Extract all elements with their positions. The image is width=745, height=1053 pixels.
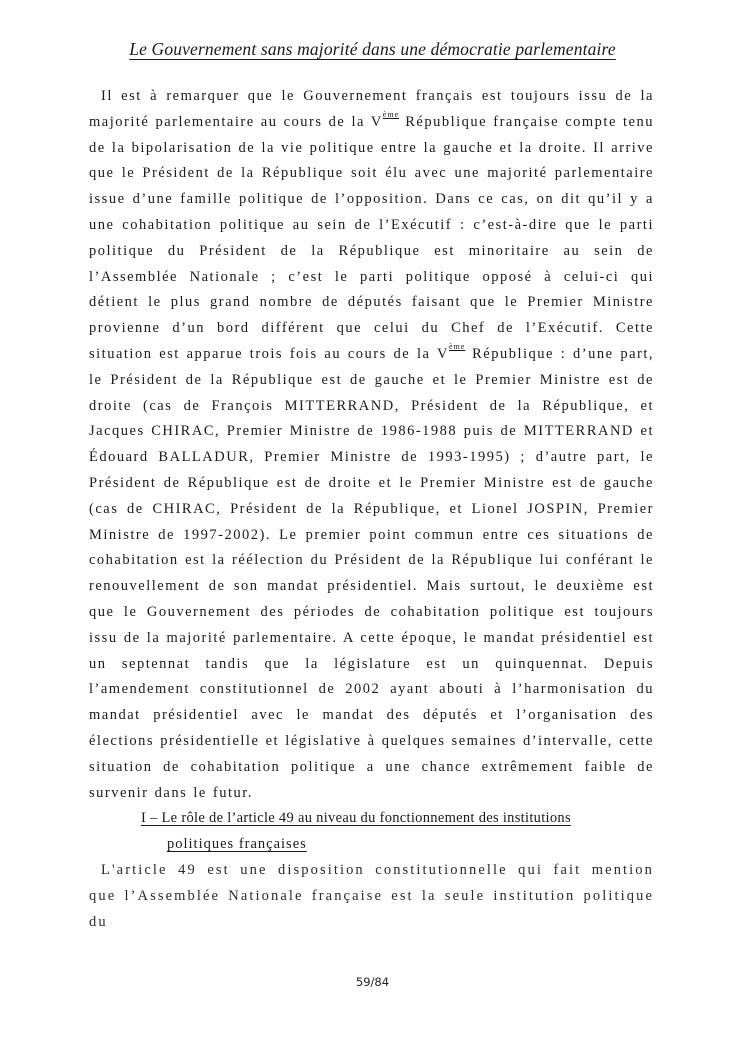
page-number: 59/84 — [355, 975, 390, 989]
section-heading-line-2: politiques françaises — [167, 836, 307, 853]
running-header-title: Le Gouvernement sans majorité dans une démocratie parlementaire — [129, 39, 616, 59]
body-paragraph-article-49: L'article 49 est une disposition constitutionnelle qui fait mention que l’Assemblée Nationale française est la seule institution politique du — [89, 861, 654, 930]
paragraph-text-part-3: République : d’une part, le Président de la République est de gauche et le Premier Ministre est de droite (cas de François MITTERRAND, Président de la République, et Jacques CHIRAC, Premier Ministre de 1986-1988 puis de MITTERRAND et Édouard BALLADUR, Premier Ministre de 1993-1995) ; d’autre part, le Président de République est de droite et le Premier Ministre est de gauche (cas de CHIRAC, Président de la République, et Lionel JOSPIN, Premier Ministre de 1997-2002). Le premier point commun entre ces situations de cohabitation est la réélection du Président de la République lui conférant le renouvellement de son mandat présidentiel. Mais surtout, le deuxième est que le Gouvernement des périodes de cohabitation politique est toujours issu de la majorité parlementaire. A cette époque, le mandat présidentiel est un septennat tandis que la législature est un quinquennat. Depuis l’amendement constitutionnel de 2002 ayant abouti à l’harmonisation du mandat présidentiel avec le mandat des députés et l’organisation des élections présidentielle et législative à quelques semaines d’intervalle, cette situation de cohabitation politique a une chance extrêmement faible de survenir dans le futur. — [89, 345, 655, 801]
section-heading — [89, 806, 654, 858]
paragraph-text-part-2: République française compte tenu de la bipolarisation de la vie politique entre la gauche et la droite. Il arrive que le Président de la République soit élu avec une majorité parlementaire issue d’une famille politique de l’opposition. Dans ce cas, on dit qu’il y a une cohabitation politique au sein de l’Exécutif : c’est-à-dire que le parti politique du Président de la République est minoritaire au sein de l’Assemblée Nationale ; c’est le parti politique opposé à celui-ci qui détient le plus grand nombre de députés faisant que le Premier Ministre provienne d’un bord différent que celui du Chef de l’Exécutif. Cette situation est apparue trois fois au cours de la V — [89, 113, 654, 362]
paragraph-text-part-1: Il est à remarquer que le Gouvernement français est toujours issu de la majorité parlementaire au cours de la V — [89, 88, 654, 130]
superscript-eme-1: ème — [382, 109, 400, 119]
superscript-eme-2: ème — [448, 341, 466, 351]
page-body — [89, 84, 654, 935]
body-paragraph-cohabitation — [89, 84, 654, 806]
section-heading-line-1: I – Le rôle de l’article 49 au niveau du fonctionnement des institutions — [141, 810, 571, 827]
